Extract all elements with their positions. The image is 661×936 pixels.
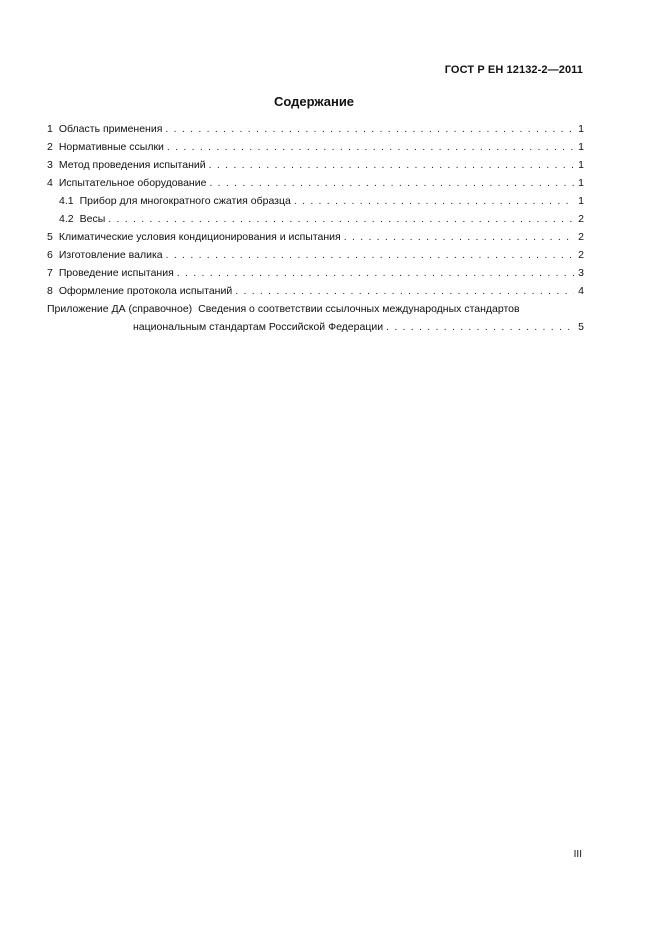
toc-entry-number: 3 <box>47 159 53 171</box>
dot-leader <box>164 138 574 156</box>
toc-entry-page: 1 <box>578 177 584 189</box>
toc-entry-page: 1 <box>578 123 584 135</box>
page-number: III <box>573 849 582 860</box>
toc-entry-2[interactable] <box>47 138 584 156</box>
dot-leader <box>232 282 574 300</box>
toc-entry-page: 2 <box>578 231 584 243</box>
toc-entry-4-1[interactable] <box>47 192 584 210</box>
toc-entry-title: Проведение испытания <box>58 267 174 279</box>
dot-leader <box>206 174 574 192</box>
toc-entry-number: 5 <box>47 231 53 243</box>
dot-leader <box>291 192 574 210</box>
toc-entry-number: 4.2 <box>59 213 74 225</box>
toc-entry-title: Прибор для многократного сжатия образца <box>79 195 291 207</box>
document-code: ГОСТ Р ЕН 12132-2—2011 <box>444 64 583 76</box>
appendix-label: Приложение ДА (справочное) <box>47 303 193 315</box>
dot-leader <box>341 228 574 246</box>
toc-entry-5[interactable] <box>47 228 584 246</box>
toc-entry-appendix[interactable] <box>47 300 584 336</box>
appendix-title-line2: национальным стандартам Российской Федерации <box>133 321 384 333</box>
toc-entry-number: 7 <box>47 267 53 279</box>
table-of-contents <box>47 120 584 336</box>
toc-entry-4-2[interactable] <box>47 210 584 228</box>
dot-leader <box>163 246 575 264</box>
dot-leader <box>206 156 575 174</box>
toc-entry-title: Изготовление валика <box>58 249 163 261</box>
appendix-title-line1: Сведения о соответствии ссылочных международных стандартов <box>198 303 520 315</box>
toc-entry-3[interactable] <box>47 156 584 174</box>
toc-entry-title: Область применения <box>58 123 163 135</box>
toc-entry-7[interactable] <box>47 264 584 282</box>
toc-entry-8[interactable] <box>47 282 584 300</box>
dot-leader <box>174 264 574 282</box>
toc-entry-title: Климатические условия кондиционирования и испытания <box>58 231 341 243</box>
toc-entry-page: 5 <box>578 321 584 333</box>
toc-entry-number: 8 <box>47 285 53 297</box>
toc-entry-title: Метод проведения испытаний <box>58 159 206 171</box>
toc-entry-title: Весы <box>79 213 106 225</box>
toc-entry-4[interactable] <box>47 174 584 192</box>
toc-entry-page: 4 <box>578 285 584 297</box>
toc-entry-page: 3 <box>578 267 584 279</box>
toc-entry-number: 1 <box>47 123 53 135</box>
toc-entry-6[interactable] <box>47 246 584 264</box>
toc-entry-page: 2 <box>578 213 584 225</box>
dot-leader <box>383 318 574 336</box>
toc-entry-title: Испытательное оборудование <box>58 177 207 189</box>
dot-leader <box>162 120 574 138</box>
page-title: Содержание <box>273 94 355 109</box>
toc-entry-number: 4.1 <box>59 195 74 207</box>
toc-entry-title: Оформление протокола испытаний <box>58 285 233 297</box>
toc-entry-page: 2 <box>578 249 584 261</box>
toc-entry-1[interactable] <box>47 120 584 138</box>
toc-entry-number: 2 <box>47 141 53 153</box>
toc-entry-page: 1 <box>578 141 584 153</box>
toc-entry-page: 1 <box>578 195 584 207</box>
toc-entry-number: 6 <box>47 249 53 261</box>
toc-entry-number: 4 <box>47 177 53 189</box>
toc-entry-page: 1 <box>578 159 584 171</box>
toc-entry-title: Нормативные ссылки <box>58 141 164 153</box>
dot-leader <box>105 210 574 228</box>
